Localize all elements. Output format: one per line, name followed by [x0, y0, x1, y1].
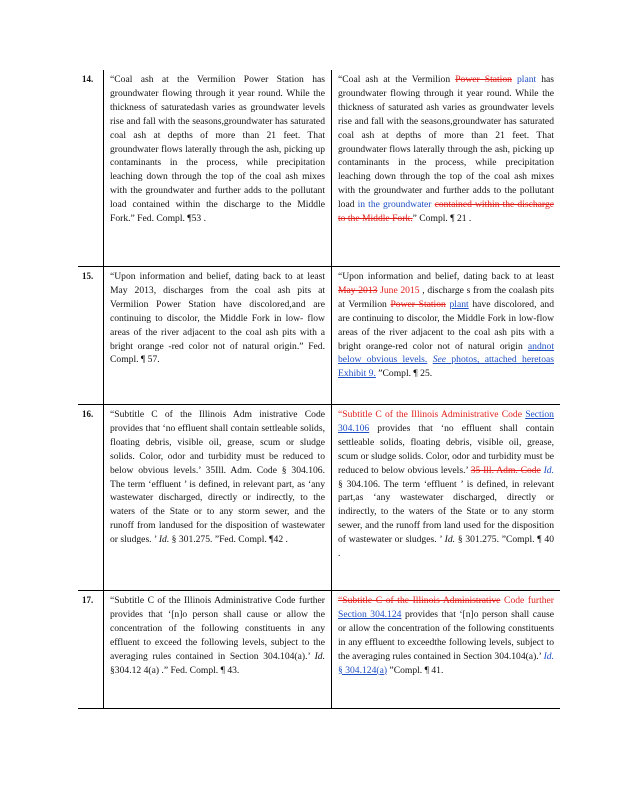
paragraph-number: 17.: [78, 591, 104, 708]
state-complaint-text: “Upon information and belief, dating back to at least May 2013 June 2015 , discharge s from the coalash pits at Vermilion Power Station plant have discolored, and are continuing to discolor, the Middle Fork in low-flow areas of the river adjacent to the coal ash pits with a bright orange-red color not of natural origin andnot below obvious levels. See photos, attached heretoas Exhibit 9. ”Compl. ¶ 25.: [338, 271, 555, 380]
deleted-text: “Subtitle C of the Illinois Administrative: [338, 595, 501, 606]
comparison-table: [78, 70, 560, 709]
deleted-text: Power Station: [455, 74, 512, 85]
deleted-text: 35 Ill. Adm. Code: [470, 464, 541, 476]
table-row: [78, 267, 560, 405]
deleted-text: Power Station: [390, 298, 446, 310]
state-complaint-text: “Subtitle C of the Illinois Administrative Code further Section 304.124 provides that ‘[n]o person shall cause or allow the concentration of the following constituents in any effluent to exceedthe following levels, subject to the averaging rules contained in Section 304.104(a).’ Id. § 304.124(a) ”Compl. ¶ 41.: [338, 595, 554, 676]
paragraph-number: 14.: [78, 70, 104, 266]
inserted-text: Section 304.124: [338, 608, 402, 620]
federal-complaint-text: “Subtitle C of the Illinois Administrative Code further provides that ‘[n]o person shall cause or allow the concentration of the following constituents in any effluent to exceed the following levels, subject to the averaging rules contained in Section 304.104(a).’ Id. §304.12 4(a) .” Fed. Compl. ¶ 43.: [104, 591, 332, 708]
inserted-text: plant: [449, 298, 469, 310]
inserted-text: Id.: [543, 464, 554, 476]
inserted-text: § 304.124(a): [338, 664, 388, 676]
federal-complaint-text: “Upon information and belief, dating back to at least May 2013, discharges from the coal ash pits at Vermilion Power Station have discolored,and are continuing to discolor, the Middle Fork in low- flow areas of the river adjacent to the coal ash pits with a bright orange -red color not of natural origin.” Fed. Compl. ¶ 57.: [104, 267, 332, 404]
federal-complaint-text: “Subtitle C of the Illinois Adm inistrative Code provides that ‘no effluent shall contain settleable solids, floating debris, visible oil, grease, scum or sludge solids. Color, odor and turbidity must be reduced to below obvious levels.’ 35Ill. Adm. Code § 304.106. The term ‘effluent ’ is defined, in relevant part, as ‘any wastewater discharged, directly or indirectly, to the waters of the State or to any storm sewer, and the runoff from landused for the disposition of wastewater or sludges. ’ Id. § 301.275. ”Fed. Compl. ¶42 .: [104, 405, 332, 590]
inserted-text: Section 304.106: [338, 409, 554, 434]
inserted-text: in the groundwater: [357, 199, 432, 211]
federal-complaint-text: “Coal ash at the Vermilion Power Station has groundwater flowing through it year round. While the thickness of saturatedash varies as groundwater levels rise and fall with the seasons,groundwater has saturated coal ash at depths of more than 21 feet. That groundwater flows laterally through the ash, picking up contaminants in the process, while precipitation leaching down through the top of the coal ash mixes with the groundwater and further adds to the pollutant load contained within the discharge to the Middle Fork.” Fed. Compl. ¶53 .: [104, 70, 332, 266]
inserted-text: “Subtitle C of the Illinois Administrative Code: [338, 409, 522, 420]
paragraph-number: 15.: [78, 267, 104, 404]
deleted-text: May 2013: [338, 284, 378, 296]
state-complaint-text: “Subtitle C of the Illinois Administrative Code Section 304.106 provides that ‘no effluent shall contain settleable solids, floating debris, visible oil, grease, scum or sludge solids. Color, odor and turbidity must be reduced to below obvious levels.’ 35 Ill. Adm. Code Id. § 304.106. The term ‘effluent ’ is defined, in relevant part,as ‘any wastewater discharged, directly or indirectly, to the waters of the State or to any storm sewer, and the runoff from land used for the disposition of wastewater or sludges. ’ Id. § 301.275. ”Compl. ¶ 40 .: [338, 409, 554, 560]
table-row: [78, 70, 560, 267]
inserted-text: andnot below obvious levels.: [338, 340, 555, 366]
table-row: [78, 591, 560, 709]
inserted-text: See photos, attached heretoas Exhibit 9.: [338, 354, 554, 380]
deleted-text: contained within the discharge to the Middle Fork.: [338, 199, 554, 225]
inserted-text: June 2015: [380, 284, 420, 296]
table-row: [78, 405, 560, 591]
paragraph-number: 16.: [78, 405, 104, 590]
inserted-text: Code further: [504, 595, 554, 606]
inserted-text: plant: [517, 74, 537, 85]
state-complaint-text: “Coal ash at the Vermilion Power Station plant has groundwater flowing through it year round. While the thickness of saturated ash varies as groundwater levels rise and fall with the seasons,groundwater has saturated coal ash at depths of more than 21 feet. That groundwater flows laterally through the ash, picking up contaminants in the process, while precipitation leaching down through the top of the coal ash mixes with the groundwater and further adds to the pollutant load in the groundwater contained within the discharge to the Middle Fork.” Compl. ¶ 21 .: [338, 74, 555, 225]
